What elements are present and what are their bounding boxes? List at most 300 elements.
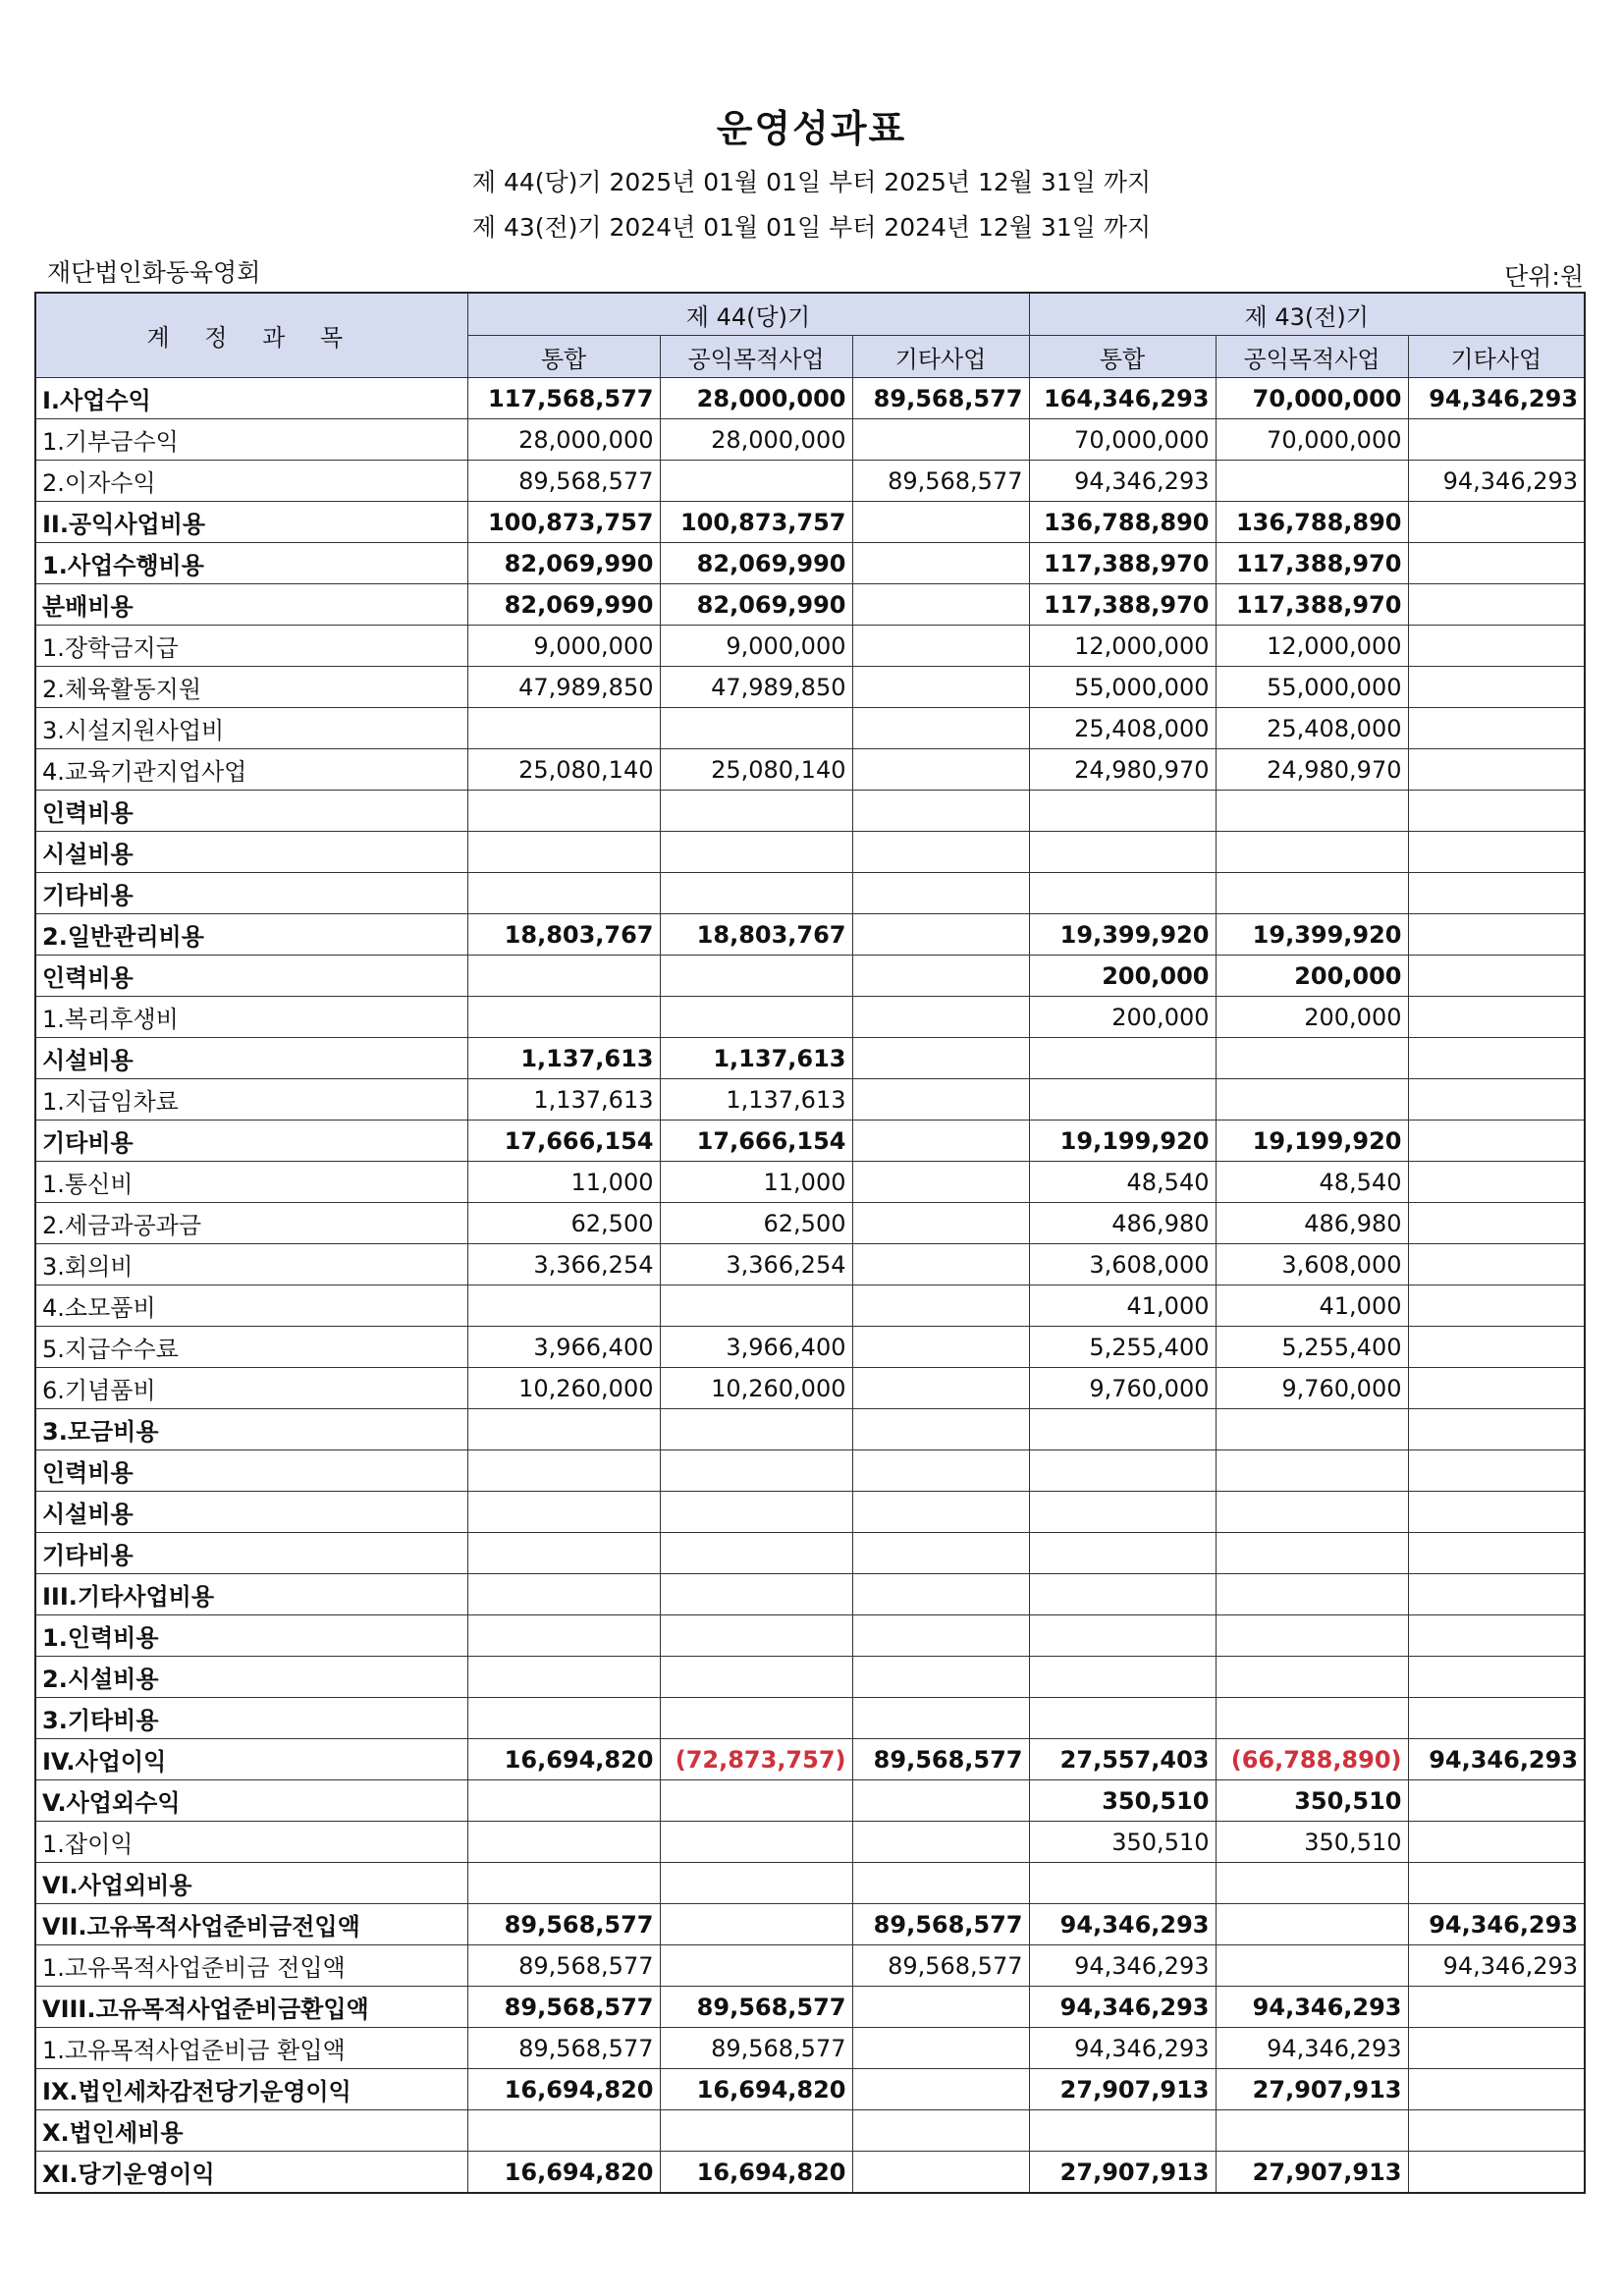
amount-cell <box>852 667 1029 708</box>
amount-cell <box>1029 2110 1216 2152</box>
amount-cell: (66,788,890) <box>1216 1739 1408 1780</box>
amount-cell <box>852 1409 1029 1450</box>
amount-cell <box>852 1698 1029 1739</box>
amount-cell <box>852 997 1029 1038</box>
amount-cell <box>1029 1492 1216 1533</box>
amount-cell <box>1408 1285 1585 1327</box>
amount-cell: 100,873,757 <box>660 502 852 543</box>
amount-cell <box>1408 584 1585 626</box>
amount-cell: 16,694,820 <box>467 2069 660 2110</box>
amount-cell <box>852 1492 1029 1533</box>
account-label: 분배비용 <box>35 584 467 626</box>
amount-cell: 3,608,000 <box>1029 1244 1216 1285</box>
amount-cell: 16,694,820 <box>467 1739 660 1780</box>
account-label: 1.잡이익 <box>35 1822 467 1863</box>
amount-cell: 136,788,890 <box>1029 502 1216 543</box>
amount-cell: 89,568,577 <box>852 378 1029 419</box>
amount-cell <box>1408 749 1585 791</box>
account-label: 기타비용 <box>35 873 467 914</box>
amount-cell <box>1408 1574 1585 1615</box>
operating-results-table <box>34 292 1586 2194</box>
table-body <box>35 378 1585 2194</box>
amount-cell <box>1216 1038 1408 1079</box>
amount-cell <box>852 1079 1029 1121</box>
amount-cell: 19,199,920 <box>1029 1121 1216 1162</box>
amount-cell: 25,408,000 <box>1029 708 1216 749</box>
prior-period-header: 제 43(전)기 <box>1029 293 1585 336</box>
amount-cell <box>1216 1409 1408 1450</box>
amount-cell <box>1216 1450 1408 1492</box>
amount-cell <box>852 1450 1029 1492</box>
amount-cell <box>852 1987 1029 2028</box>
amount-cell <box>852 1285 1029 1327</box>
amount-cell <box>467 1285 660 1327</box>
amount-cell: 10,260,000 <box>660 1368 852 1409</box>
account-label: 1.사업수행비용 <box>35 543 467 584</box>
amount-cell: 9,000,000 <box>467 626 660 667</box>
account-label: 시설비용 <box>35 1492 467 1533</box>
table-row <box>35 1657 1585 1698</box>
amount-cell <box>852 1574 1029 1615</box>
account-label: 인력비용 <box>35 791 467 832</box>
amount-cell: 9,760,000 <box>1216 1368 1408 1409</box>
amount-cell: 3,966,400 <box>467 1327 660 1368</box>
page-title: 운영성과표 <box>716 107 907 150</box>
table-row <box>35 1987 1585 2028</box>
amount-cell: 47,989,850 <box>660 667 852 708</box>
sub-header-public-prior: 공익목적사업 <box>1216 336 1408 378</box>
amount-cell <box>467 791 660 832</box>
amount-cell <box>1216 1904 1408 1945</box>
amount-cell: 62,500 <box>660 1203 852 1244</box>
amount-cell: 89,568,577 <box>660 1987 852 2028</box>
amount-cell: 41,000 <box>1029 1285 1216 1327</box>
amount-cell <box>1408 791 1585 832</box>
amount-cell: 117,388,970 <box>1216 543 1408 584</box>
amount-cell: 27,907,913 <box>1216 2069 1408 2110</box>
amount-cell: 25,080,140 <box>660 749 852 791</box>
amount-cell: 94,346,293 <box>1216 2028 1408 2069</box>
amount-cell <box>1408 1162 1585 1203</box>
amount-cell <box>1408 1533 1585 1574</box>
amount-cell: (72,873,757) <box>660 1739 852 1780</box>
amount-cell: 94,346,293 <box>1408 1739 1585 1780</box>
current-period-header: 제 44(당)기 <box>467 293 1029 336</box>
amount-cell: 11,000 <box>467 1162 660 1203</box>
amount-cell <box>852 2152 1029 2194</box>
table-row <box>35 461 1585 502</box>
amount-cell <box>1029 1533 1216 1574</box>
amount-cell <box>852 873 1029 914</box>
amount-cell: 200,000 <box>1029 997 1216 1038</box>
amount-cell <box>852 914 1029 956</box>
amount-cell <box>852 1203 1029 1244</box>
amount-cell <box>1029 1038 1216 1079</box>
amount-cell: 89,568,577 <box>467 2028 660 2069</box>
amount-cell <box>467 1657 660 1698</box>
table-row <box>35 502 1585 543</box>
amount-cell: 24,980,970 <box>1029 749 1216 791</box>
table-row <box>35 1822 1585 1863</box>
table-row <box>35 1863 1585 1904</box>
amount-cell <box>1216 873 1408 914</box>
period-prior: 제 43(전)기 2024년 01월 01일 부터 2024년 12월 31일 까지 <box>471 213 1152 242</box>
amount-cell <box>467 1780 660 1822</box>
table-row <box>35 1409 1585 1450</box>
table-row <box>35 1945 1585 1987</box>
amount-cell <box>1408 1368 1585 1409</box>
amount-cell <box>660 1904 852 1945</box>
account-label: 1.인력비용 <box>35 1615 467 1657</box>
amount-cell <box>660 1945 852 1987</box>
amount-cell <box>660 1533 852 1574</box>
amount-cell <box>1216 1079 1408 1121</box>
table-row <box>35 1492 1585 1533</box>
amount-cell: 3,608,000 <box>1216 1244 1408 1285</box>
amount-cell: 117,388,970 <box>1029 543 1216 584</box>
amount-cell: 5,255,400 <box>1216 1327 1408 1368</box>
period-current: 제 44(당)기 2025년 01월 01일 부터 2025년 12월 31일 까지 <box>471 168 1152 196</box>
amount-cell: 1,137,613 <box>467 1079 660 1121</box>
amount-cell <box>1408 1615 1585 1657</box>
amount-cell: 117,388,970 <box>1216 584 1408 626</box>
account-label: III.기타사업비용 <box>35 1574 467 1615</box>
amount-cell <box>1408 1863 1585 1904</box>
amount-cell: 28,000,000 <box>660 419 852 461</box>
amount-cell: 48,540 <box>1216 1162 1408 1203</box>
amount-cell <box>1029 1574 1216 1615</box>
amount-cell <box>467 997 660 1038</box>
amount-cell <box>660 791 852 832</box>
amount-cell <box>1029 1615 1216 1657</box>
table-row <box>35 873 1585 914</box>
amount-cell <box>1408 1203 1585 1244</box>
amount-cell <box>660 1657 852 1698</box>
amount-cell <box>1216 461 1408 502</box>
account-label: 시설비용 <box>35 832 467 873</box>
amount-cell: 350,510 <box>1029 1822 1216 1863</box>
sub-header-total-prior: 통합 <box>1029 336 1216 378</box>
amount-cell: 94,346,293 <box>1216 1987 1408 2028</box>
table-row <box>35 914 1585 956</box>
table-row <box>35 1368 1585 1409</box>
amount-cell <box>1408 1657 1585 1698</box>
amount-cell <box>467 1450 660 1492</box>
organization-name: 재단법인화동육영회 <box>47 258 261 287</box>
amount-cell <box>660 1863 852 1904</box>
amount-cell <box>852 1780 1029 1822</box>
account-label: 기타비용 <box>35 1121 467 1162</box>
amount-cell <box>852 1615 1029 1657</box>
amount-cell <box>660 997 852 1038</box>
amount-cell <box>660 1285 852 1327</box>
amount-cell <box>1408 502 1585 543</box>
amount-cell <box>660 1615 852 1657</box>
amount-cell <box>852 708 1029 749</box>
amount-cell: 47,989,850 <box>467 667 660 708</box>
amount-cell: 89,568,577 <box>852 1945 1029 1987</box>
amount-cell <box>1029 1698 1216 1739</box>
amount-cell: 1,137,613 <box>660 1079 852 1121</box>
amount-cell <box>660 1574 852 1615</box>
amount-cell <box>467 2110 660 2152</box>
amount-cell: 82,069,990 <box>660 543 852 584</box>
amount-cell <box>660 1492 852 1533</box>
amount-cell: 19,399,920 <box>1029 914 1216 956</box>
table-row <box>35 1739 1585 1780</box>
table-row <box>35 1615 1585 1657</box>
table-row <box>35 1203 1585 1244</box>
amount-cell: 200,000 <box>1029 956 1216 997</box>
amount-cell: 16,694,820 <box>660 2069 852 2110</box>
account-label: 1.장학금지급 <box>35 626 467 667</box>
amount-cell <box>852 956 1029 997</box>
amount-cell <box>1408 873 1585 914</box>
amount-cell <box>1216 1863 1408 1904</box>
amount-cell <box>660 1780 852 1822</box>
amount-cell <box>852 791 1029 832</box>
amount-cell: 117,388,970 <box>1029 584 1216 626</box>
sub-header-other-current: 기타사업 <box>852 336 1029 378</box>
amount-cell <box>660 956 852 997</box>
amount-cell: 27,907,913 <box>1029 2152 1216 2194</box>
amount-cell: 164,346,293 <box>1029 378 1216 419</box>
amount-cell: 3,366,254 <box>660 1244 852 1285</box>
account-label: 6.기념품비 <box>35 1368 467 1409</box>
account-label: 1.통신비 <box>35 1162 467 1203</box>
amount-cell: 1,137,613 <box>467 1038 660 1079</box>
amount-cell <box>1408 2152 1585 2194</box>
amount-cell <box>1408 708 1585 749</box>
amount-cell: 17,666,154 <box>660 1121 852 1162</box>
amount-cell: 89,568,577 <box>467 1987 660 2028</box>
amount-cell: 55,000,000 <box>1216 667 1408 708</box>
table-row <box>35 2152 1585 2194</box>
amount-cell <box>1408 1038 1585 1079</box>
amount-cell: 94,346,293 <box>1029 461 1216 502</box>
amount-cell <box>852 1244 1029 1285</box>
account-label: 2.체육활동지원 <box>35 667 467 708</box>
amount-cell: 10,260,000 <box>467 1368 660 1409</box>
sub-header-public-current: 공익목적사업 <box>660 336 852 378</box>
amount-cell: 41,000 <box>1216 1285 1408 1327</box>
amount-cell <box>852 2069 1029 2110</box>
table-row <box>35 1121 1585 1162</box>
amount-cell <box>467 1574 660 1615</box>
amount-cell: 100,873,757 <box>467 502 660 543</box>
amount-cell: 350,510 <box>1029 1780 1216 1822</box>
amount-cell: 62,500 <box>467 1203 660 1244</box>
amount-cell <box>1408 832 1585 873</box>
amount-cell: 89,568,577 <box>467 1945 660 1987</box>
amount-cell: 11,000 <box>660 1162 852 1203</box>
amount-cell: 89,568,577 <box>852 461 1029 502</box>
account-label: 3.회의비 <box>35 1244 467 1285</box>
account-label: 4.교육기관지업사업 <box>35 749 467 791</box>
amount-cell <box>852 1327 1029 1368</box>
amount-cell <box>852 419 1029 461</box>
amount-cell <box>852 749 1029 791</box>
account-label: VII.고유목적사업준비금전입액 <box>35 1904 467 1945</box>
amount-cell: 24,980,970 <box>1216 749 1408 791</box>
account-label: X.법인세비용 <box>35 2110 467 2152</box>
amount-cell: 9,760,000 <box>1029 1368 1216 1409</box>
account-label: 4.소모품비 <box>35 1285 467 1327</box>
amount-cell: 70,000,000 <box>1029 419 1216 461</box>
amount-cell <box>852 832 1029 873</box>
amount-cell: 82,069,990 <box>467 543 660 584</box>
account-label: IX.법인세차감전당기운영이익 <box>35 2069 467 2110</box>
amount-cell: 82,069,990 <box>660 584 852 626</box>
table-row <box>35 832 1585 873</box>
amount-cell <box>1029 1657 1216 1698</box>
amount-cell: 3,966,400 <box>660 1327 852 1368</box>
account-label: 인력비용 <box>35 1450 467 1492</box>
amount-cell: 89,568,577 <box>852 1739 1029 1780</box>
amount-cell: 70,000,000 <box>1216 419 1408 461</box>
amount-cell: 89,568,577 <box>467 461 660 502</box>
table-row <box>35 997 1585 1038</box>
amount-cell <box>1029 1863 1216 1904</box>
amount-cell <box>467 708 660 749</box>
amount-cell <box>1408 1409 1585 1450</box>
amount-cell <box>852 1822 1029 1863</box>
amount-cell <box>467 956 660 997</box>
amount-cell <box>852 1863 1029 1904</box>
account-label: 3.시설지원사업비 <box>35 708 467 749</box>
amount-cell: 94,346,293 <box>1029 1987 1216 2028</box>
amount-cell: 18,803,767 <box>467 914 660 956</box>
table-row <box>35 1574 1585 1615</box>
amount-cell <box>852 1121 1029 1162</box>
unit-label: 단위:원 <box>1504 262 1584 291</box>
amount-cell: 70,000,000 <box>1216 378 1408 419</box>
amount-cell <box>660 1450 852 1492</box>
amount-cell: 94,346,293 <box>1408 461 1585 502</box>
account-label: 2.시설비용 <box>35 1657 467 1698</box>
amount-cell: 12,000,000 <box>1029 626 1216 667</box>
amount-cell <box>467 832 660 873</box>
amount-cell <box>1029 791 1216 832</box>
amount-cell <box>852 1368 1029 1409</box>
amount-cell: 89,568,577 <box>852 1904 1029 1945</box>
amount-cell <box>852 2110 1029 2152</box>
amount-cell <box>467 1615 660 1657</box>
sub-header-other-prior: 기타사업 <box>1408 336 1585 378</box>
amount-cell <box>660 832 852 873</box>
amount-cell <box>660 461 852 502</box>
table-row <box>35 1244 1585 1285</box>
amount-cell <box>467 1863 660 1904</box>
amount-cell: 28,000,000 <box>660 378 852 419</box>
account-label: VI.사업외비용 <box>35 1863 467 1904</box>
amount-cell <box>467 1698 660 1739</box>
amount-cell: 1,137,613 <box>660 1038 852 1079</box>
amount-cell <box>1216 791 1408 832</box>
amount-cell: 17,666,154 <box>467 1121 660 1162</box>
account-label: 3.모금비용 <box>35 1409 467 1450</box>
amount-cell <box>1216 832 1408 873</box>
amount-cell <box>852 1657 1029 1698</box>
amount-cell <box>1408 1244 1585 1285</box>
amount-cell <box>467 1533 660 1574</box>
amount-cell <box>660 2110 852 2152</box>
amount-cell: 48,540 <box>1029 1162 1216 1203</box>
amount-cell: 350,510 <box>1216 1822 1408 1863</box>
amount-cell: 16,694,820 <box>660 2152 852 2194</box>
amount-cell: 486,980 <box>1029 1203 1216 1244</box>
table-row <box>35 708 1585 749</box>
account-label: 3.기타비용 <box>35 1698 467 1739</box>
amount-cell <box>1408 1987 1585 2028</box>
amount-cell <box>1029 873 1216 914</box>
amount-cell <box>660 873 852 914</box>
amount-cell <box>1408 914 1585 956</box>
amount-cell: 350,510 <box>1216 1780 1408 1822</box>
amount-cell <box>852 1162 1029 1203</box>
amount-cell: 55,000,000 <box>1029 667 1216 708</box>
table-row <box>35 1450 1585 1492</box>
amount-cell <box>660 1698 852 1739</box>
amount-cell <box>1408 1450 1585 1492</box>
amount-cell <box>467 873 660 914</box>
amount-cell: 28,000,000 <box>467 419 660 461</box>
table-row <box>35 1327 1585 1368</box>
table-row <box>35 2110 1585 2152</box>
amount-cell <box>1216 1533 1408 1574</box>
amount-cell: 12,000,000 <box>1216 626 1408 667</box>
table-row <box>35 1533 1585 1574</box>
amount-cell: 18,803,767 <box>660 914 852 956</box>
account-label: 1.기부금수익 <box>35 419 467 461</box>
amount-cell <box>1408 1780 1585 1822</box>
account-label: XI.당기운영이익 <box>35 2152 467 2194</box>
account-label: 1.지급임차료 <box>35 1079 467 1121</box>
amount-cell <box>1408 956 1585 997</box>
amount-cell <box>467 1409 660 1450</box>
account-label: 2.이자수익 <box>35 461 467 502</box>
amount-cell: 25,080,140 <box>467 749 660 791</box>
amount-cell: 16,694,820 <box>467 2152 660 2194</box>
amount-cell: 27,907,913 <box>1216 2152 1408 2194</box>
account-label: 1.복리후생비 <box>35 997 467 1038</box>
table-row <box>35 1038 1585 1079</box>
amount-cell: 89,568,577 <box>467 1904 660 1945</box>
table-row <box>35 378 1585 419</box>
amount-cell <box>1408 419 1585 461</box>
amount-cell <box>1408 667 1585 708</box>
amount-cell: 200,000 <box>1216 956 1408 997</box>
table-row <box>35 626 1585 667</box>
amount-cell <box>852 543 1029 584</box>
table-row <box>35 1780 1585 1822</box>
account-column-header: 계 정 과 목 <box>35 293 467 378</box>
table-row <box>35 2069 1585 2110</box>
account-label: V.사업외수익 <box>35 1780 467 1822</box>
amount-cell <box>1408 2028 1585 2069</box>
table-row <box>35 1904 1585 1945</box>
amount-cell: 9,000,000 <box>660 626 852 667</box>
amount-cell <box>852 626 1029 667</box>
amount-cell <box>1029 1450 1216 1492</box>
amount-cell <box>1408 626 1585 667</box>
amount-cell <box>1216 1492 1408 1533</box>
account-label: 인력비용 <box>35 956 467 997</box>
amount-cell <box>1216 1698 1408 1739</box>
table-row <box>35 956 1585 997</box>
amount-cell <box>1408 1079 1585 1121</box>
account-label: 5.지급수수료 <box>35 1327 467 1368</box>
